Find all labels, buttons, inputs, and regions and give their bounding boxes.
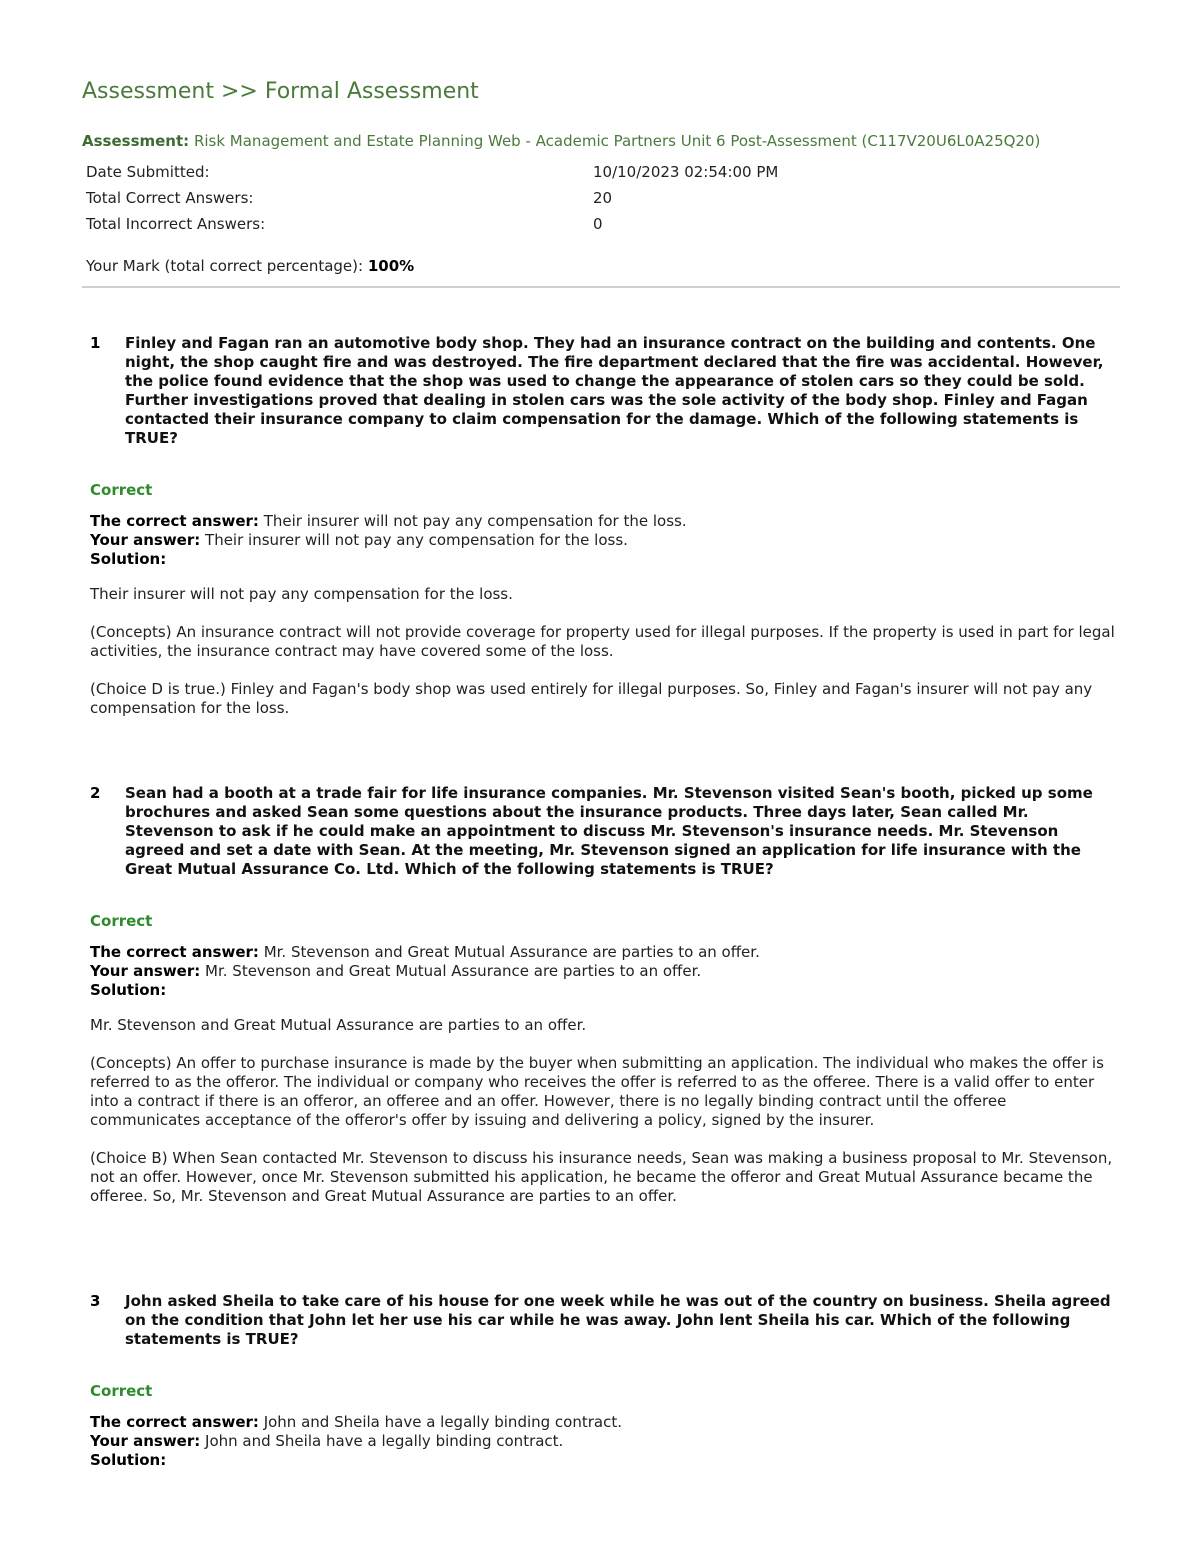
- your-answer: Their insurer will not pay any compensation for the loss.: [205, 531, 628, 549]
- assessment-name: Risk Management and Estate Planning Web - Academic Partners Unit 6 Post-Assessment (C117V20U6L0A25Q20): [193, 132, 1041, 150]
- your-answer: John and Sheila have a legally binding contract.: [205, 1432, 564, 1450]
- result-status: Correct: [90, 1382, 153, 1400]
- solution-paragraph: Their insurer will not pay any compensation for the loss.: [90, 585, 513, 603]
- question-text: Sean had a booth at a trade fair for life insurance companies. Mr. Stevenson visited Sean's booth, picked up some brochures and asked Sean some questions about the insurance products. Three days later, Sean called Mr. Stevenson to ask if he could make an appointment to discuss Mr. Stevenson's insurance needs. Mr. Stevenson agreed and set a date with Sean. At the meeting, Mr. Stevenson signed an application for life insurance with the Great Mutual Assurance Co. Ltd. Which of the following statements is TRUE?: [125, 784, 1093, 878]
- question-item: [90, 784, 1115, 1206]
- solution-paragraph: (Choice B) When Sean contacted Mr. Stevenson to discuss his insurance needs, Sean was making a business proposal to Mr. Stevenson, not an offer. However, once Mr. Stevenson submitted his application, he became the offeror and Great Mutual Assurance became the offeree. So, Mr. Stevenson and Great Mutual Assurance are parties to an offer.: [90, 1149, 1113, 1205]
- summary-row: [86, 185, 778, 211]
- assessment-name-line: [82, 132, 1122, 151]
- summary-row: [86, 159, 778, 185]
- your-answer-label: Your answer:: [90, 531, 201, 549]
- summary-value: 0: [593, 215, 603, 233]
- submission-summary: [86, 159, 778, 237]
- solution-text: [90, 585, 1115, 718]
- summary-value: 10/10/2023 02:54:00 PM: [593, 163, 779, 181]
- correct-answer: Mr. Stevenson and Great Mutual Assurance are parties to an offer.: [263, 943, 760, 961]
- result-status: Correct: [90, 481, 153, 499]
- solution-label: Solution:: [90, 981, 167, 999]
- solution-paragraph: Mr. Stevenson and Great Mutual Assurance are parties to an offer.: [90, 1016, 587, 1034]
- answer-block: [90, 512, 1115, 569]
- solution-text: [90, 1016, 1115, 1206]
- correct-answer: John and Sheila have a legally binding contract.: [263, 1413, 622, 1431]
- correct-answer: Their insurer will not pay any compensation for the loss.: [263, 512, 687, 530]
- solution-paragraph: (Choice D is true.) Finley and Fagan's body shop was used entirely for illegal purposes. So, Finley and Fagan's insurer will not pay any compensation for the loss.: [90, 680, 1093, 717]
- solution-label: Solution:: [90, 550, 167, 568]
- score-line: [86, 257, 1122, 275]
- question-text: Finley and Fagan ran an automotive body shop. They had an insurance contract on the building and contents. One night, the shop caught fire and was destroyed. The fire department declared that the fire was accidental. However, the police found evidence that the shop was used to change the appearance of stolen cars so they could be sold. Further investigations proved that dealing in stolen cars was the sole activity of the body shop. Finley and Fagan contacted their insurance company to claim compensation for the damage. Which of the following statements is TRUE?: [125, 334, 1104, 447]
- correct-answer-label: The correct answer:: [90, 512, 259, 530]
- divider: [82, 286, 1120, 288]
- summary-label: Total Correct Answers:: [86, 189, 254, 207]
- question-item: [90, 334, 1115, 718]
- correct-answer-label: The correct answer:: [90, 1413, 259, 1431]
- summary-label: Total Incorrect Answers:: [86, 215, 266, 233]
- question-number: 2: [90, 784, 101, 802]
- summary-value: 20: [593, 189, 613, 207]
- score-value: 100%: [367, 257, 415, 275]
- solution-paragraph: (Concepts) An offer to purchase insurance is made by the buyer when submitting an application. The individual who makes the offer is referred to as the offeror. The individual or company who receives the offer is referred to as the offeree. There is a valid offer to enter into a contract if there is an offeror, an offeree and an offer. However, there is no legally binding contract until the offeree communicates acceptance of the offeror's offer by issuing and delivering a policy, signed by the insurer.: [90, 1054, 1104, 1129]
- solution-label: Solution:: [90, 1451, 167, 1469]
- your-answer: Mr. Stevenson and Great Mutual Assurance are parties to an offer.: [205, 962, 702, 980]
- result-status: Correct: [90, 912, 153, 930]
- score-label: Your Mark (total correct percentage):: [86, 257, 364, 275]
- your-answer-label: Your answer:: [90, 962, 201, 980]
- question-number: 3: [90, 1292, 101, 1310]
- your-answer-label: Your answer:: [90, 1432, 201, 1450]
- question-text: John asked Sheila to take care of his house for one week while he was out of the country on business. Sheila agreed on the condition that John let her use his car while he was away. John lent Sheila his car. Which of the following statements is TRUE?: [125, 1292, 1111, 1348]
- summary-row: [86, 211, 778, 237]
- question-item: [90, 1292, 1115, 1470]
- correct-answer-label: The correct answer:: [90, 943, 259, 961]
- summary-label: Date Submitted:: [86, 163, 210, 181]
- assessment-page: [82, 78, 1122, 288]
- assessment-label: Assessment:: [82, 132, 190, 150]
- question-number: 1: [90, 334, 101, 352]
- solution-paragraph: (Concepts) An insurance contract will not provide coverage for property used for illegal purposes. If the property is used in part for legal activities, the insurance contract may have covered some of the loss.: [90, 623, 1115, 660]
- page-title: Assessment >> Formal Assessment: [82, 79, 479, 104]
- answer-block: [90, 943, 1115, 1000]
- answer-block: [90, 1413, 1115, 1470]
